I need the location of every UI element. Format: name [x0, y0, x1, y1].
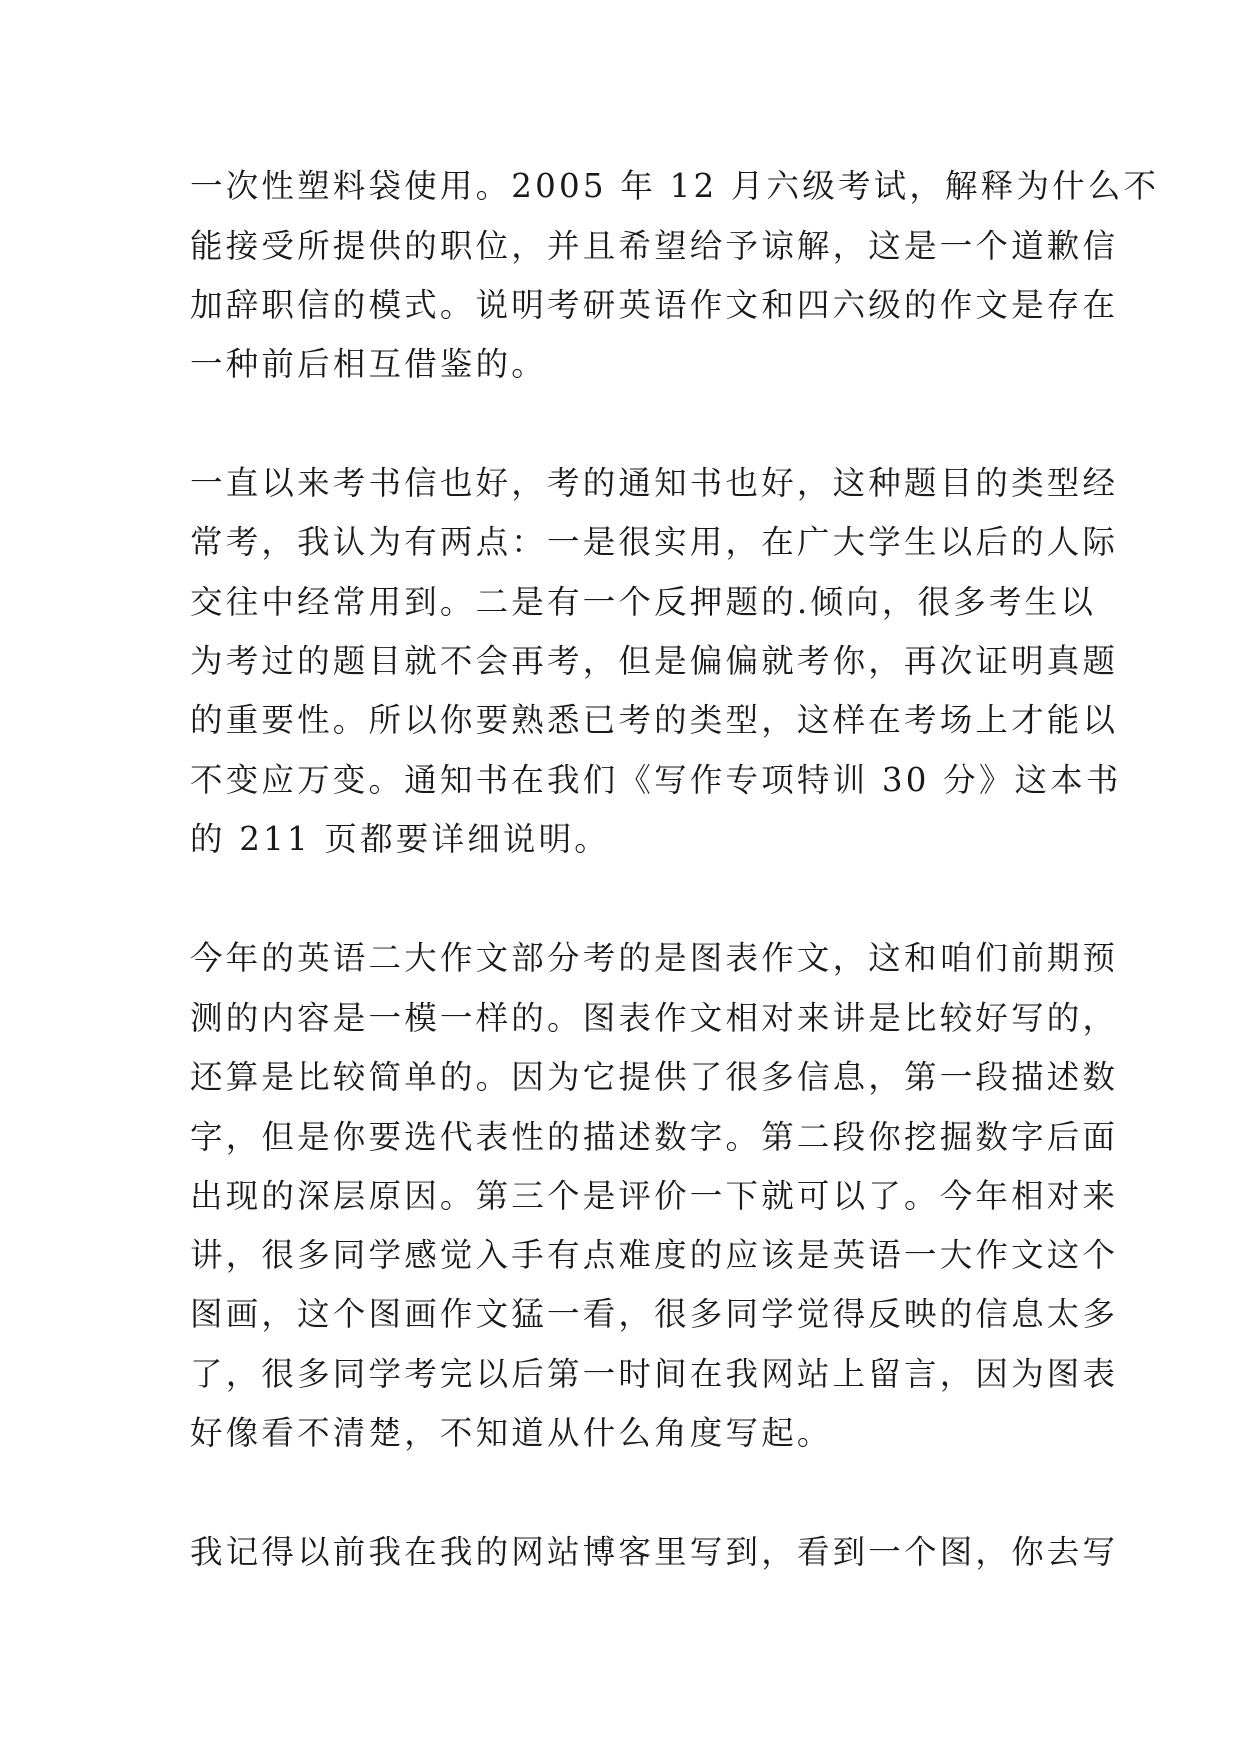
text-line: 讲，很多同学感觉入手有点难度的应该是英语一大作文这个 [190, 1236, 1119, 1274]
text-line: 常考，我认为有两点：一是很实用，在广大学生以后的人际 [190, 523, 1119, 561]
text-line: 为考过的题目就不会再考，但是偏偏就考你，再次证明真题 [190, 642, 1119, 680]
text-line: 好像看不清楚，不知道从什么角度写起。 [190, 1414, 833, 1452]
text-line: 的重要性。所以你要熟悉已考的类型，这样在考场上才能以 [190, 701, 1119, 739]
text-line: 一次性塑料袋使用。2005 年 12 月六级考试，解释为什么不 [190, 167, 1160, 205]
text-line: 交往中经常用到。二是有一个反押题的.倾向，很多考生以 [190, 583, 1097, 621]
text-line: 今年的英语二大作文部分考的是图表作文，这和咱们前期预 [190, 939, 1119, 977]
text-line: 不变应万变。通知书在我们《写作专项特训 30 分》这本书 [190, 761, 1122, 799]
text-line: 测的内容是一模一样的。图表作文相对来讲是比较好写的， [190, 999, 1119, 1037]
text-line: 的 211 页都要详细说明。 [190, 820, 610, 858]
text-line: 我记得以前我在我的网站博客里写到，看到一个图，你去写 [190, 1533, 1119, 1571]
text-line: 了，很多同学考完以后第一时间在我网站上留言，因为图表 [190, 1355, 1119, 1393]
text-line: 一直以来考书信也好，考的通知书也好，这种题目的类型经 [190, 464, 1119, 502]
text-line: 还算是比较简单的。因为它提供了很多信息，第一段描述数 [190, 1058, 1119, 1096]
text-line: 加辞职信的模式。说明考研英语作文和四六级的作文是存在 [190, 286, 1119, 324]
text-line: 字，但是你要选代表性的描述数字。第二段你挖掘数字后面 [190, 1118, 1119, 1156]
text-line: 出现的深层原因。第三个是评价一下就可以了。今年相对来 [190, 1177, 1119, 1215]
text-line: 能接受所提供的职位，并且希望给予谅解，这是一个道歉信 [190, 227, 1119, 265]
text-line: 图画，这个图画作文猛一看，很多同学觉得反映的信息太多 [190, 1295, 1119, 1333]
text-line: 一种前后相互借鉴的。 [190, 345, 548, 383]
